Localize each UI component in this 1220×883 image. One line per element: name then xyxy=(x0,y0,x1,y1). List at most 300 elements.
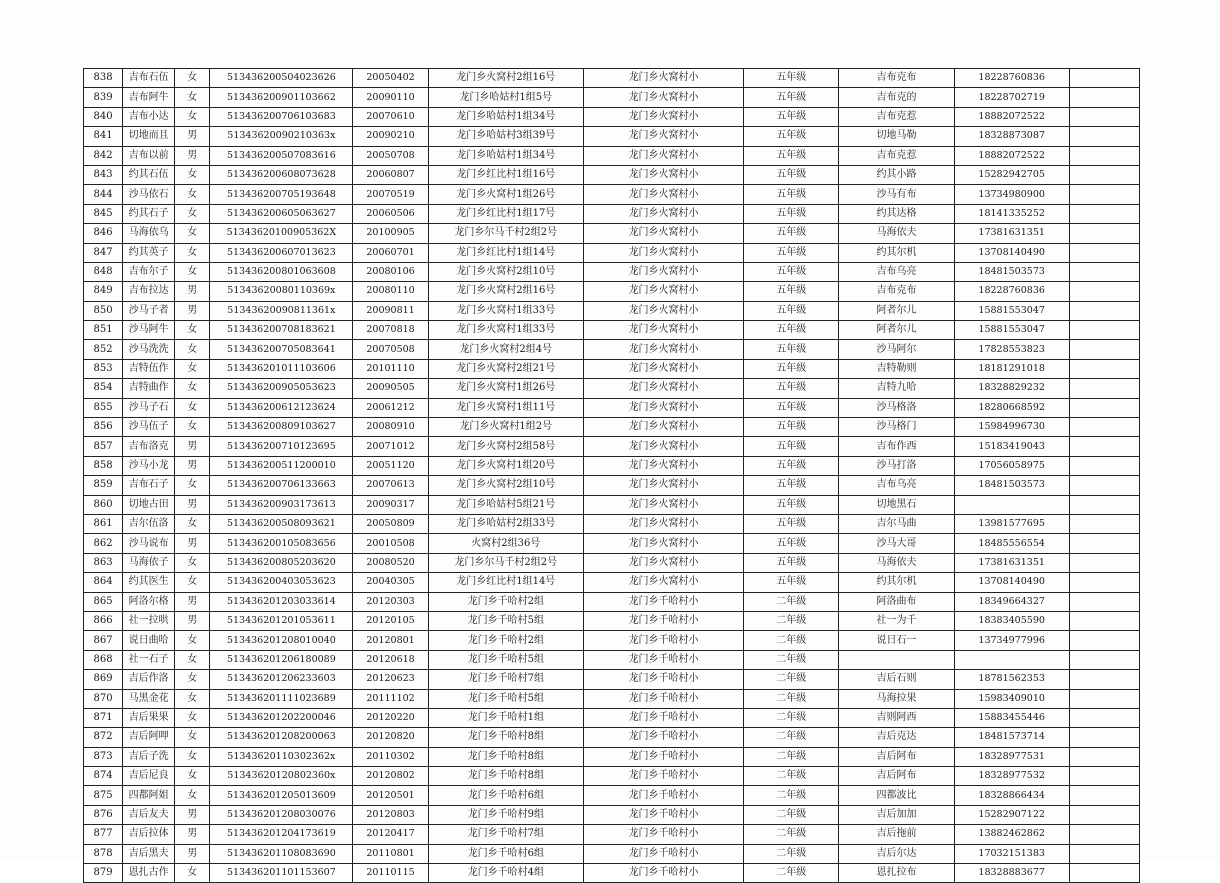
birth-date-cell: 20080910 xyxy=(353,418,428,437)
birth-date-cell: 20110115 xyxy=(353,864,428,883)
school-cell: 龙门乡千哈村小 xyxy=(583,728,743,747)
phone-number-cell: 18349664327 xyxy=(954,592,1069,611)
grade-cell: 五年级 xyxy=(744,185,839,204)
id-number-cell: 51343620110302362x xyxy=(210,747,353,766)
id-number-cell: 51343620090210363x xyxy=(210,127,353,146)
id-number-cell: 51343620090811361x xyxy=(210,301,353,320)
phone-number-cell: 13708140490 xyxy=(954,573,1069,592)
student-name-cell: 吉尔伍洛 xyxy=(123,514,175,533)
grade-cell: 五年级 xyxy=(744,398,839,417)
grade-cell: 二年级 xyxy=(744,670,839,689)
guardian-name-cell: 恩扎拉布 xyxy=(839,864,954,883)
grade-cell: 二年级 xyxy=(744,708,839,727)
id-number-cell: 513436201206233603 xyxy=(210,670,353,689)
table-row xyxy=(84,146,1140,165)
row-number-cell: 847 xyxy=(84,243,123,262)
birth-date-cell: 20060807 xyxy=(353,165,428,184)
birth-date-cell: 20120105 xyxy=(353,611,428,630)
blank-cell xyxy=(1069,398,1139,417)
birth-date-cell: 20120618 xyxy=(353,650,428,669)
gender-cell: 男 xyxy=(175,282,210,301)
student-name-cell: 吉特曲作 xyxy=(123,379,175,398)
id-number-cell: 513436200801063608 xyxy=(210,262,353,281)
blank-cell xyxy=(1069,495,1139,514)
grade-cell: 五年级 xyxy=(744,204,839,223)
school-cell: 龙门乡火窝村小 xyxy=(583,185,743,204)
phone-number-cell: 18328829232 xyxy=(954,379,1069,398)
school-cell: 龙门乡千哈村小 xyxy=(583,689,743,708)
grade-cell: 二年级 xyxy=(744,689,839,708)
home-address-cell: 龙门乡火窝村1组20号 xyxy=(428,456,583,475)
id-number-cell: 513436200608073628 xyxy=(210,165,353,184)
home-address-cell: 龙门乡尔马千村2组2号 xyxy=(428,224,583,243)
row-number-cell: 852 xyxy=(84,340,123,359)
row-number-cell: 878 xyxy=(84,844,123,863)
birth-date-cell: 20040305 xyxy=(353,573,428,592)
guardian-name-cell: 吉布乌亮 xyxy=(839,476,954,495)
home-address-cell: 龙门乡千哈村2组 xyxy=(428,631,583,650)
phone-number-cell: 17032151383 xyxy=(954,844,1069,863)
guardian-name-cell: 吉特勒则 xyxy=(839,359,954,378)
gender-cell: 女 xyxy=(175,398,210,417)
birth-date-cell: 20080520 xyxy=(353,553,428,572)
birth-date-cell: 20120417 xyxy=(353,825,428,844)
table-row xyxy=(84,69,1140,88)
grade-cell: 五年级 xyxy=(744,243,839,262)
table-row xyxy=(84,321,1140,340)
row-number-cell: 839 xyxy=(84,88,123,107)
id-number-cell: 51343620120802360x xyxy=(210,767,353,786)
birth-date-cell: 20090317 xyxy=(353,495,428,514)
home-address-cell: 龙门乡千哈村7组 xyxy=(428,670,583,689)
gender-cell: 女 xyxy=(175,185,210,204)
phone-number-cell: 15183419043 xyxy=(954,437,1069,456)
grade-cell: 二年级 xyxy=(744,844,839,863)
guardian-name-cell: 切地黑石 xyxy=(839,495,954,514)
birth-date-cell: 20120303 xyxy=(353,592,428,611)
id-number-cell: 513436201203033614 xyxy=(210,592,353,611)
phone-number-cell: 13734980900 xyxy=(954,185,1069,204)
guardian-name-cell: 约其小路 xyxy=(839,165,954,184)
gender-cell: 女 xyxy=(175,107,210,126)
student-name-cell: 沙马子石 xyxy=(123,398,175,417)
student-name-cell: 沙马依石 xyxy=(123,185,175,204)
table-row xyxy=(84,650,1140,669)
birth-date-cell: 20120803 xyxy=(353,805,428,824)
guardian-name-cell: 沙马格门 xyxy=(839,418,954,437)
grade-cell: 五年级 xyxy=(744,224,839,243)
id-number-cell: 513436201208200063 xyxy=(210,728,353,747)
table-row xyxy=(84,418,1140,437)
guardian-name-cell: 马海拉果 xyxy=(839,689,954,708)
row-number-cell: 841 xyxy=(84,127,123,146)
home-address-cell: 龙门乡火窝村1组26号 xyxy=(428,185,583,204)
table-row xyxy=(84,592,1140,611)
phone-number-cell: 18882072522 xyxy=(954,107,1069,126)
school-cell: 龙门乡火窝村小 xyxy=(583,224,743,243)
birth-date-cell: 20050402 xyxy=(353,69,428,88)
school-cell: 龙门乡千哈村小 xyxy=(583,786,743,805)
gender-cell: 男 xyxy=(175,127,210,146)
home-address-cell: 龙门乡哈姑村1组5号 xyxy=(428,88,583,107)
id-number-cell: 513436200508093621 xyxy=(210,514,353,533)
blank-cell xyxy=(1069,844,1139,863)
home-address-cell: 龙门乡火窝村2组21号 xyxy=(428,359,583,378)
birth-date-cell: 20060701 xyxy=(353,243,428,262)
birth-date-cell: 20090811 xyxy=(353,301,428,320)
grade-cell: 二年级 xyxy=(744,805,839,824)
gender-cell: 女 xyxy=(175,88,210,107)
school-cell: 龙门乡火窝村小 xyxy=(583,398,743,417)
id-number-cell: 513436200403053623 xyxy=(210,573,353,592)
id-number-cell: 513436200805203620 xyxy=(210,553,353,572)
guardian-name-cell: 吉布克的 xyxy=(839,88,954,107)
student-name-cell: 吉布洛克 xyxy=(123,437,175,456)
grade-cell: 五年级 xyxy=(744,456,839,475)
school-cell: 龙门乡火窝村小 xyxy=(583,418,743,437)
phone-number-cell: 18228760836 xyxy=(954,282,1069,301)
row-number-cell: 858 xyxy=(84,456,123,475)
phone-number-cell: 17056058975 xyxy=(954,456,1069,475)
gender-cell: 女 xyxy=(175,379,210,398)
gender-cell: 女 xyxy=(175,340,210,359)
blank-cell xyxy=(1069,243,1139,262)
table-row xyxy=(84,340,1140,359)
blank-cell xyxy=(1069,69,1139,88)
grade-cell: 五年级 xyxy=(744,127,839,146)
table-row xyxy=(84,359,1140,378)
school-cell: 龙门乡火窝村小 xyxy=(583,146,743,165)
grade-cell: 五年级 xyxy=(744,553,839,572)
gender-cell: 女 xyxy=(175,864,210,883)
blank-cell xyxy=(1069,825,1139,844)
guardian-name-cell: 切地马勒 xyxy=(839,127,954,146)
birth-date-cell: 20110801 xyxy=(353,844,428,863)
home-address-cell: 龙门乡千哈村4组 xyxy=(428,864,583,883)
id-number-cell: 513436200607013623 xyxy=(210,243,353,262)
blank-cell xyxy=(1069,301,1139,320)
student-name-cell: 切地古田 xyxy=(123,495,175,514)
student-name-cell: 沙马说布 xyxy=(123,534,175,553)
student-name-cell: 切地而且 xyxy=(123,127,175,146)
home-address-cell: 龙门乡火窝村2组16号 xyxy=(428,69,583,88)
row-number-cell: 857 xyxy=(84,437,123,456)
student-name-cell: 吉后友夫 xyxy=(123,805,175,824)
blank-cell xyxy=(1069,786,1139,805)
row-number-cell: 874 xyxy=(84,767,123,786)
student-name-cell: 阿洛尔格 xyxy=(123,592,175,611)
id-number-cell: 513436200901103662 xyxy=(210,88,353,107)
gender-cell: 女 xyxy=(175,728,210,747)
gender-cell: 女 xyxy=(175,69,210,88)
school-cell: 龙门乡千哈村小 xyxy=(583,864,743,883)
birth-date-cell: 20120501 xyxy=(353,786,428,805)
phone-number-cell: 15881553047 xyxy=(954,321,1069,340)
grade-cell: 五年级 xyxy=(744,514,839,533)
guardian-name-cell: 吉布作西 xyxy=(839,437,954,456)
birth-date-cell: 20101110 xyxy=(353,359,428,378)
birth-date-cell: 20111102 xyxy=(353,689,428,708)
birth-date-cell: 20080110 xyxy=(353,282,428,301)
birth-date-cell: 20010508 xyxy=(353,534,428,553)
blank-cell xyxy=(1069,708,1139,727)
school-cell: 龙门乡千哈村小 xyxy=(583,805,743,824)
guardian-name-cell: 吉布克布 xyxy=(839,282,954,301)
birth-date-cell: 20071012 xyxy=(353,437,428,456)
school-cell: 龙门乡千哈村小 xyxy=(583,631,743,650)
phone-number-cell: 17381631351 xyxy=(954,553,1069,572)
grade-cell: 五年级 xyxy=(744,437,839,456)
id-number-cell: 513436200705083641 xyxy=(210,340,353,359)
grade-cell: 五年级 xyxy=(744,495,839,514)
student-name-cell: 吉后阿呷 xyxy=(123,728,175,747)
student-name-cell: 吉后果果 xyxy=(123,708,175,727)
gender-cell: 女 xyxy=(175,767,210,786)
school-cell: 龙门乡千哈村小 xyxy=(583,611,743,630)
blank-cell xyxy=(1069,107,1139,126)
home-address-cell: 龙门乡千哈村5组 xyxy=(428,650,583,669)
id-number-cell: 513436200809103627 xyxy=(210,418,353,437)
home-address-cell: 龙门乡千哈村6组 xyxy=(428,844,583,863)
row-number-cell: 842 xyxy=(84,146,123,165)
home-address-cell: 龙门乡火窝村2组4号 xyxy=(428,340,583,359)
table-row xyxy=(84,456,1140,475)
birth-date-cell: 20070613 xyxy=(353,476,428,495)
id-number-cell: 513436200706133663 xyxy=(210,476,353,495)
home-address-cell: 龙门乡火窝村1组2号 xyxy=(428,418,583,437)
phone-number-cell: 17381631351 xyxy=(954,224,1069,243)
home-address-cell: 龙门乡红比村1组14号 xyxy=(428,243,583,262)
phone-number-cell: 18328977531 xyxy=(954,747,1069,766)
student-name-cell: 沙马阿牛 xyxy=(123,321,175,340)
blank-cell xyxy=(1069,456,1139,475)
table-row xyxy=(84,728,1140,747)
home-address-cell: 龙门乡千哈村5组 xyxy=(428,611,583,630)
row-number-cell: 843 xyxy=(84,165,123,184)
grade-cell: 二年级 xyxy=(744,825,839,844)
grade-cell: 二年级 xyxy=(744,592,839,611)
school-cell: 龙门乡千哈村小 xyxy=(583,670,743,689)
birth-date-cell: 20051120 xyxy=(353,456,428,475)
id-number-cell: 513436200605063627 xyxy=(210,204,353,223)
id-number-cell: 513436200903173613 xyxy=(210,495,353,514)
id-number-cell: 513436201011103606 xyxy=(210,359,353,378)
school-cell: 龙门乡火窝村小 xyxy=(583,69,743,88)
school-cell: 龙门乡千哈村小 xyxy=(583,708,743,727)
school-cell: 龙门乡火窝村小 xyxy=(583,243,743,262)
gender-cell: 女 xyxy=(175,573,210,592)
student-name-cell: 吉布石子 xyxy=(123,476,175,495)
table-row xyxy=(84,262,1140,281)
student-name-cell: 沙马洗洗 xyxy=(123,340,175,359)
home-address-cell: 龙门乡千哈村5组 xyxy=(428,689,583,708)
phone-number-cell: 15881553047 xyxy=(954,301,1069,320)
home-address-cell: 龙门乡火窝村1组33号 xyxy=(428,301,583,320)
birth-date-cell: 20070818 xyxy=(353,321,428,340)
table-row xyxy=(84,185,1140,204)
blank-cell xyxy=(1069,418,1139,437)
birth-date-cell: 20070519 xyxy=(353,185,428,204)
gender-cell: 女 xyxy=(175,670,210,689)
gender-cell: 女 xyxy=(175,321,210,340)
gender-cell: 女 xyxy=(175,262,210,281)
id-number-cell: 513436201208030076 xyxy=(210,805,353,824)
row-number-cell: 871 xyxy=(84,708,123,727)
table-row xyxy=(84,127,1140,146)
grade-cell: 五年级 xyxy=(744,321,839,340)
id-number-cell: 513436201111023689 xyxy=(210,689,353,708)
guardian-name-cell: 沙马格洛 xyxy=(839,398,954,417)
gender-cell: 女 xyxy=(175,650,210,669)
home-address-cell: 龙门乡火窝村2组16号 xyxy=(428,282,583,301)
home-address-cell: 龙门乡千哈村7组 xyxy=(428,825,583,844)
grade-cell: 五年级 xyxy=(744,262,839,281)
row-number-cell: 876 xyxy=(84,805,123,824)
table-row xyxy=(84,437,1140,456)
phone-number-cell xyxy=(954,495,1069,514)
school-cell: 龙门乡千哈村小 xyxy=(583,767,743,786)
school-cell: 龙门乡火窝村小 xyxy=(583,379,743,398)
home-address-cell: 龙门乡哈姑村5组21号 xyxy=(428,495,583,514)
home-address-cell: 龙门乡火窝村1组26号 xyxy=(428,379,583,398)
birth-date-cell: 20090110 xyxy=(353,88,428,107)
gender-cell: 男 xyxy=(175,534,210,553)
home-address-cell: 火窝村2组36号 xyxy=(428,534,583,553)
id-number-cell: 51343620100905362X xyxy=(210,224,353,243)
id-number-cell: 513436200710123695 xyxy=(210,437,353,456)
school-cell: 龙门乡火窝村小 xyxy=(583,88,743,107)
school-cell: 龙门乡火窝村小 xyxy=(583,127,743,146)
roster-body xyxy=(84,69,1140,883)
student-name-cell: 吉布小达 xyxy=(123,107,175,126)
table-row xyxy=(84,844,1140,863)
guardian-name-cell: 吉布克惹 xyxy=(839,146,954,165)
birth-date-cell: 20120623 xyxy=(353,670,428,689)
gender-cell: 女 xyxy=(175,476,210,495)
school-cell: 龙门乡火窝村小 xyxy=(583,340,743,359)
phone-number-cell: 18280668592 xyxy=(954,398,1069,417)
table-row xyxy=(84,398,1140,417)
grade-cell: 五年级 xyxy=(744,379,839,398)
student-name-cell: 四都阿姐 xyxy=(123,786,175,805)
phone-number-cell: 13882462862 xyxy=(954,825,1069,844)
birth-date-cell: 20060506 xyxy=(353,204,428,223)
home-address-cell: 龙门乡红比村1组16号 xyxy=(428,165,583,184)
row-number-cell: 851 xyxy=(84,321,123,340)
guardian-name-cell: 吉则阿西 xyxy=(839,708,954,727)
student-name-cell: 约其石子 xyxy=(123,204,175,223)
home-address-cell: 龙门乡千哈村8组 xyxy=(428,728,583,747)
school-cell: 龙门乡千哈村小 xyxy=(583,844,743,863)
table-row xyxy=(84,243,1140,262)
phone-number-cell: 15983409010 xyxy=(954,689,1069,708)
school-cell: 龙门乡火窝村小 xyxy=(583,553,743,572)
phone-number-cell: 15282907122 xyxy=(954,805,1069,824)
guardian-name-cell: 吉后拖前 xyxy=(839,825,954,844)
blank-cell xyxy=(1069,611,1139,630)
guardian-name-cell: 沙马大哥 xyxy=(839,534,954,553)
guardian-name-cell: 马海依夫 xyxy=(839,224,954,243)
student-name-cell: 约其英子 xyxy=(123,243,175,262)
gender-cell: 男 xyxy=(175,592,210,611)
phone-number-cell xyxy=(954,650,1069,669)
table-row xyxy=(84,514,1140,533)
table-row xyxy=(84,88,1140,107)
gender-cell: 女 xyxy=(175,418,210,437)
grade-cell: 五年级 xyxy=(744,88,839,107)
gender-cell: 男 xyxy=(175,844,210,863)
blank-cell xyxy=(1069,553,1139,572)
table-row xyxy=(84,611,1140,630)
blank-cell xyxy=(1069,262,1139,281)
birth-date-cell: 20050809 xyxy=(353,514,428,533)
table-row xyxy=(84,379,1140,398)
id-number-cell: 513436201205013609 xyxy=(210,786,353,805)
phone-number-cell: 13708140490 xyxy=(954,243,1069,262)
row-number-cell: 865 xyxy=(84,592,123,611)
grade-cell: 五年级 xyxy=(744,165,839,184)
gender-cell: 男 xyxy=(175,437,210,456)
phone-number-cell: 18481503573 xyxy=(954,262,1069,281)
student-name-cell: 吉后子洗 xyxy=(123,747,175,766)
phone-number-cell: 13981577695 xyxy=(954,514,1069,533)
grade-cell: 二年级 xyxy=(744,631,839,650)
birth-date-cell: 20090210 xyxy=(353,127,428,146)
blank-cell xyxy=(1069,670,1139,689)
phone-number-cell: 18481503573 xyxy=(954,476,1069,495)
birth-date-cell: 20120220 xyxy=(353,708,428,727)
row-number-cell: 838 xyxy=(84,69,123,88)
table-row xyxy=(84,553,1140,572)
table-row xyxy=(84,747,1140,766)
guardian-name-cell: 社一为千 xyxy=(839,611,954,630)
gender-cell: 女 xyxy=(175,708,210,727)
id-number-cell: 513436200507083616 xyxy=(210,146,353,165)
id-number-cell: 513436200612123624 xyxy=(210,398,353,417)
row-number-cell: 866 xyxy=(84,611,123,630)
gender-cell: 男 xyxy=(175,825,210,844)
id-number-cell: 513436201201053611 xyxy=(210,611,353,630)
guardian-name-cell: 约其尔机 xyxy=(839,243,954,262)
phone-number-cell: 15883455446 xyxy=(954,708,1069,727)
phone-number-cell: 18328866434 xyxy=(954,786,1069,805)
student-name-cell: 社一石子 xyxy=(123,650,175,669)
student-name-cell: 约其医生 xyxy=(123,573,175,592)
student-roster-table xyxy=(83,68,1140,883)
id-number-cell: 513436200511200010 xyxy=(210,456,353,475)
school-cell: 龙门乡火窝村小 xyxy=(583,107,743,126)
guardian-name-cell: 马海依夫 xyxy=(839,553,954,572)
phone-number-cell: 18228702719 xyxy=(954,88,1069,107)
phone-number-cell: 13734977996 xyxy=(954,631,1069,650)
gender-cell: 男 xyxy=(175,456,210,475)
guardian-name-cell: 阿洛曲布 xyxy=(839,592,954,611)
blank-cell xyxy=(1069,767,1139,786)
blank-cell xyxy=(1069,573,1139,592)
home-address-cell: 龙门乡红比村1组17号 xyxy=(428,204,583,223)
gender-cell: 女 xyxy=(175,747,210,766)
row-number-cell: 859 xyxy=(84,476,123,495)
guardian-name-cell: 吉特九哈 xyxy=(839,379,954,398)
blank-cell xyxy=(1069,185,1139,204)
school-cell: 龙门乡千哈村小 xyxy=(583,747,743,766)
school-cell: 龙门乡火窝村小 xyxy=(583,359,743,378)
home-address-cell: 龙门乡尔马千村2组2号 xyxy=(428,553,583,572)
blank-cell xyxy=(1069,204,1139,223)
home-address-cell: 龙门乡火窝村1组11号 xyxy=(428,398,583,417)
row-number-cell: 845 xyxy=(84,204,123,223)
grade-cell: 五年级 xyxy=(744,418,839,437)
